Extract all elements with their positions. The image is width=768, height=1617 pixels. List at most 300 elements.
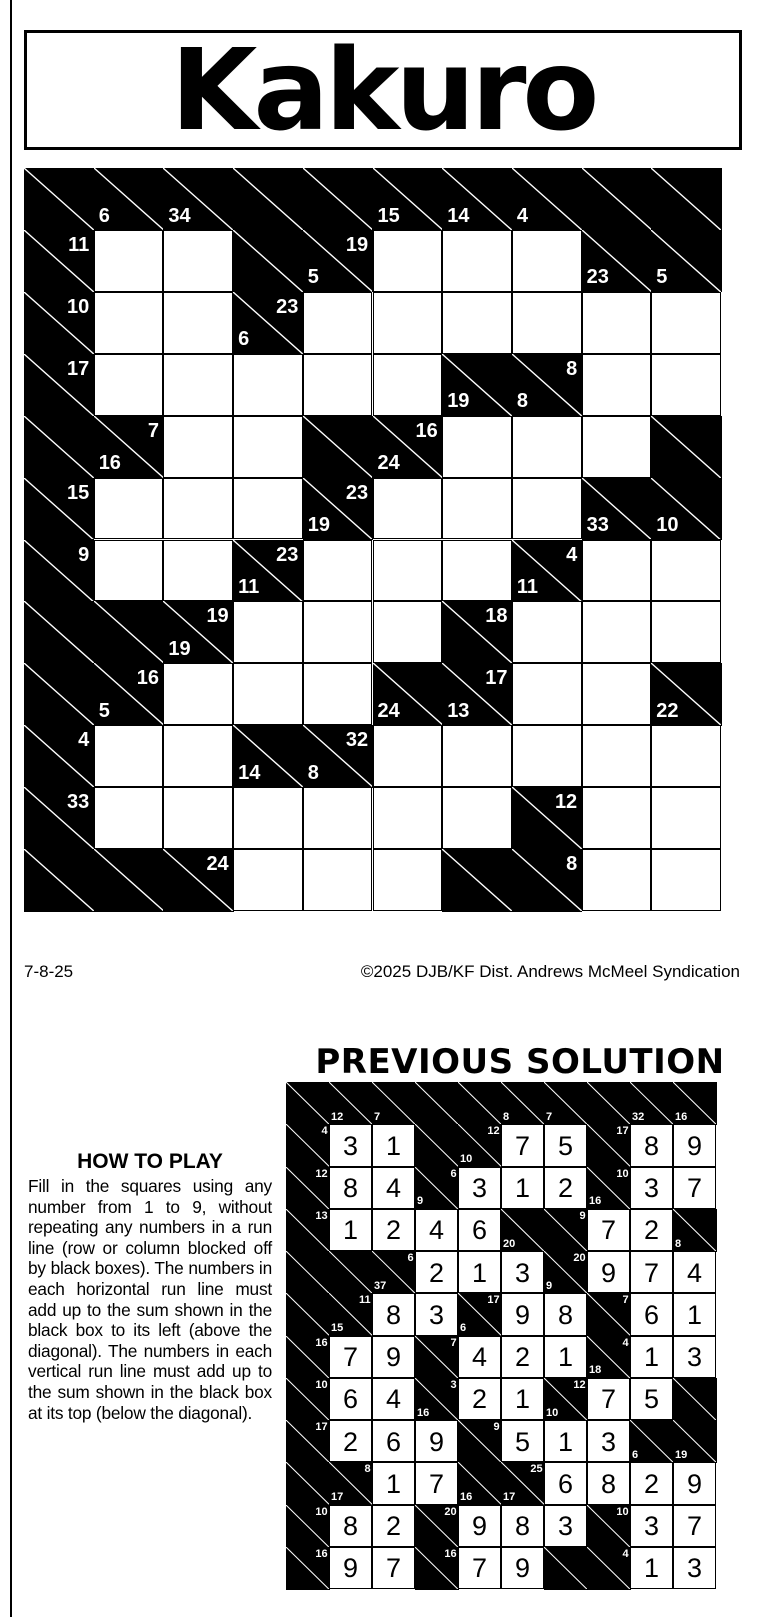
solution-cell (673, 1167, 716, 1209)
solution-cell (630, 1462, 673, 1504)
solution-digit: 2 (514, 1342, 531, 1373)
solution-cell (329, 1378, 372, 1420)
clue-cell (442, 168, 512, 231)
across-sum: 10 (616, 1505, 629, 1518)
clue-cell (544, 1547, 588, 1590)
down-sum: 4 (516, 204, 529, 227)
solution-cell (501, 1124, 544, 1166)
solution-cell (673, 1505, 716, 1547)
solution-cell (673, 1124, 716, 1166)
entry-cell (651, 354, 721, 416)
across-sum: 10 (315, 1505, 328, 1518)
clue-cell (651, 416, 721, 479)
clue-cell (442, 354, 512, 417)
down-sum: 8 (503, 1110, 510, 1123)
down-sum: 15 (331, 1322, 344, 1335)
down-sum: 13 (447, 699, 470, 722)
solution-cell (501, 1505, 544, 1547)
clue-cell (587, 1336, 631, 1379)
entry-cell (651, 787, 721, 849)
clue-cell (286, 1462, 330, 1505)
solution-digit: 9 (514, 1299, 531, 1330)
down-sum: 18 (589, 1364, 602, 1377)
across-sum: 17 (67, 357, 90, 380)
down-sum: 7 (374, 1110, 381, 1123)
entry-cell (233, 354, 303, 416)
solution-digit: 7 (385, 1553, 402, 1584)
clue-cell (286, 1336, 330, 1379)
solution-cell (458, 1209, 501, 1251)
entry-cell (373, 787, 443, 849)
down-sum: 5 (307, 266, 319, 289)
clue-cell (442, 601, 512, 664)
across-sum: 3 (450, 1378, 457, 1391)
entry-cell (582, 540, 652, 602)
solution-digit: 7 (600, 1384, 617, 1415)
diagonal-line (651, 416, 721, 478)
clue-cell (94, 663, 164, 726)
clue-cell (372, 1082, 416, 1125)
solution-digit: 7 (428, 1468, 445, 1499)
solution-cell (673, 1251, 716, 1293)
solution-cell (415, 1462, 458, 1504)
clue-cell (651, 168, 721, 231)
entry-cell (582, 725, 652, 787)
across-sum: 4 (321, 1125, 328, 1138)
down-sum: 11 (516, 576, 539, 599)
solution-cell (630, 1209, 673, 1251)
solution-digit: 9 (428, 1426, 445, 1457)
across-sum: 20 (444, 1505, 457, 1518)
across-sum: 17 (315, 1421, 328, 1433)
entry-cell (442, 416, 512, 478)
solution-cell (415, 1420, 458, 1462)
diagonal-line (651, 168, 721, 230)
copyright-line: ©2025 DJB/KF Dist. Andrews McMeel Syndication (360, 962, 740, 981)
solution-cell (630, 1251, 673, 1293)
entry-cell (163, 478, 233, 540)
across-sum: 12 (487, 1125, 500, 1138)
down-sum: 37 (374, 1279, 387, 1292)
diagonal-line (329, 1251, 372, 1293)
solution-digit: 1 (686, 1299, 703, 1330)
across-sum: 23 (276, 543, 299, 566)
solution-cell (415, 1293, 458, 1335)
puzzle-date: 7-8-25 (24, 962, 74, 981)
entry-cell (163, 663, 233, 725)
solution-digit: 1 (514, 1384, 531, 1415)
diagonal-line (24, 416, 94, 478)
across-sum: 33 (67, 791, 90, 814)
entry-cell (303, 354, 373, 416)
how-to-play-text: Fill in the squares using any number from 1 to 9, without repeating any numbers in a run line (row or column blocked off by black boxes). The numbers in each horizontal run line must add up to the sum shown in the black box to its left (above the diagonal). The numbers in each vertical run line must add up to the sum shown in the black box at its top (below the diagonal). (28, 1176, 272, 1423)
solution-cell (501, 1167, 544, 1209)
clue-cell (651, 663, 721, 726)
puzzle-title: Kakuro (170, 26, 596, 156)
across-sum: 12 (554, 791, 578, 814)
across-sum: 19 (206, 605, 229, 628)
clue-cell (415, 1378, 459, 1421)
clue-cell (373, 168, 443, 231)
down-sum: 19 (168, 637, 191, 660)
clue-cell (233, 292, 303, 355)
across-sum: 25 (530, 1463, 543, 1476)
entry-cell (582, 663, 652, 725)
clue-cell (544, 1082, 588, 1125)
clue-cell (501, 1082, 545, 1125)
entry-cell (512, 478, 582, 540)
down-sum: 16 (589, 1195, 602, 1208)
solution-digit: 9 (686, 1130, 703, 1161)
solution-digit: 8 (557, 1299, 574, 1330)
clue-cell (415, 1505, 459, 1548)
solution-digit: 3 (342, 1130, 359, 1161)
down-sum: 8 (307, 761, 319, 784)
down-sum: 5 (98, 699, 110, 722)
solution-cell (372, 1378, 415, 1420)
solution-digit: 4 (471, 1342, 488, 1373)
entry-cell (442, 787, 512, 849)
solution-cell (630, 1336, 673, 1378)
across-sum: 23 (276, 295, 299, 318)
down-sum: 23 (586, 266, 609, 289)
entry-cell (651, 601, 721, 663)
entry-cell (163, 230, 233, 292)
entry-cell (582, 292, 652, 354)
solution-cell (372, 1462, 415, 1504)
entry-cell (512, 725, 582, 787)
previous-solution-grid (286, 1082, 716, 1589)
solution-digit: 5 (514, 1426, 531, 1457)
entry-cell (94, 540, 164, 602)
down-sum: 5 (656, 266, 668, 289)
clue-cell (630, 1082, 674, 1125)
across-sum: 16 (444, 1547, 457, 1560)
entry-cell (442, 292, 512, 354)
solution-digit: 1 (514, 1173, 531, 1204)
clue-cell (373, 416, 443, 479)
solution-cell (630, 1167, 673, 1209)
clue-cell (286, 1209, 330, 1252)
clue-cell (458, 1420, 502, 1463)
previous-solution-title: PREVIOUS SOLUTION (315, 1042, 725, 1082)
solution-cell (501, 1378, 544, 1420)
clue-cell (286, 1251, 330, 1294)
solution-digit: 7 (471, 1553, 488, 1584)
down-sum: 16 (460, 1491, 473, 1504)
clue-cell (651, 478, 721, 541)
clue-cell (373, 663, 443, 726)
entry-cell (373, 354, 443, 416)
solution-cell (329, 1505, 372, 1547)
diagonal-line (415, 1124, 458, 1166)
column-divider-line (10, 0, 12, 1617)
across-sum: 17 (616, 1125, 629, 1138)
solution-digit: 8 (342, 1173, 359, 1204)
across-sum: 16 (315, 1336, 328, 1349)
diagonal-line (415, 1082, 458, 1124)
solution-digit: 4 (686, 1257, 703, 1288)
solution-digit: 5 (643, 1384, 660, 1415)
solution-cell (587, 1378, 630, 1420)
entry-cell (233, 663, 303, 725)
entry-cell (512, 416, 582, 478)
solution-digit: 6 (643, 1299, 660, 1330)
entry-cell (582, 787, 652, 849)
clue-cell (673, 1378, 717, 1421)
entry-cell (373, 725, 443, 787)
clue-cell (303, 725, 373, 788)
entry-cell (233, 478, 303, 540)
across-sum: 10 (67, 295, 90, 318)
clue-cell (582, 230, 652, 293)
solution-digit: 3 (643, 1173, 660, 1204)
entry-cell (512, 292, 582, 354)
solution-cell (372, 1209, 415, 1251)
diagonal-line (24, 168, 94, 230)
solution-cell (544, 1293, 587, 1335)
across-sum: 23 (345, 481, 369, 504)
across-sum: 8 (566, 357, 578, 380)
down-sum: 34 (168, 204, 191, 227)
across-sum: 15 (67, 481, 90, 504)
entry-cell (303, 849, 373, 911)
entry-cell (303, 601, 373, 663)
solution-cell (329, 1167, 372, 1209)
clue-cell (587, 1167, 631, 1210)
solution-cell (673, 1547, 716, 1589)
down-sum: 15 (377, 204, 400, 227)
diagonal-line (24, 849, 94, 911)
entry-cell (582, 849, 652, 911)
across-sum: 9 (493, 1421, 500, 1433)
down-sum: 16 (417, 1406, 430, 1419)
down-sum: 17 (503, 1491, 516, 1504)
solution-digit: 1 (643, 1342, 660, 1373)
clue-cell (587, 1505, 631, 1548)
solution-digit: 9 (471, 1511, 488, 1542)
clue-cell (501, 1209, 545, 1252)
clue-cell (24, 663, 94, 726)
clue-cell (458, 1082, 502, 1125)
down-sum: 16 (98, 452, 121, 475)
solution-digit: 8 (342, 1511, 359, 1542)
solution-cell (544, 1420, 587, 1462)
down-sum: 12 (331, 1110, 344, 1123)
across-sum: 4 (566, 543, 578, 566)
entry-cell (94, 354, 164, 416)
diagonal-line (286, 1082, 329, 1124)
solution-cell (329, 1124, 372, 1166)
clue-cell (415, 1167, 459, 1210)
diagonal-line (286, 1251, 329, 1293)
solution-cell (458, 1547, 501, 1589)
solution-digit: 9 (342, 1553, 359, 1584)
entry-cell (94, 292, 164, 354)
clue-cell (286, 1082, 330, 1125)
clue-cell (286, 1124, 330, 1167)
clue-cell (286, 1293, 330, 1336)
diagonal-line (582, 168, 652, 230)
across-sum: 13 (315, 1209, 328, 1222)
solution-digit: 6 (557, 1468, 574, 1499)
down-sum: 9 (417, 1195, 424, 1208)
across-sum: 6 (450, 1167, 457, 1180)
across-sum: 16 (315, 1547, 328, 1560)
solution-digit: 9 (385, 1342, 402, 1373)
solution-cell (544, 1336, 587, 1378)
down-sum: 6 (632, 1448, 639, 1461)
solution-cell (630, 1124, 673, 1166)
clue-cell (303, 416, 373, 479)
entry-cell (373, 478, 443, 540)
solution-digit: 1 (385, 1130, 402, 1161)
entry-cell (233, 416, 303, 478)
solution-digit: 9 (686, 1468, 703, 1499)
solution-digit: 8 (514, 1511, 531, 1542)
entry-cell (163, 787, 233, 849)
clue-cell (673, 1209, 717, 1252)
down-sum: 14 (238, 761, 261, 784)
diagonal-line (233, 230, 303, 292)
solution-cell (501, 1293, 544, 1335)
solution-digit: 1 (643, 1553, 660, 1584)
down-sum: 17 (331, 1491, 344, 1504)
across-sum: 18 (485, 605, 508, 628)
down-sum: 20 (503, 1237, 516, 1250)
clue-cell (587, 1124, 631, 1167)
clue-cell (24, 354, 94, 417)
solution-cell (458, 1336, 501, 1378)
down-sum: 10 (546, 1406, 559, 1419)
down-sum: 11 (238, 576, 260, 599)
solution-digit: 3 (686, 1553, 703, 1584)
solution-cell (372, 1420, 415, 1462)
solution-digit: 6 (385, 1426, 402, 1457)
solution-digit: 6 (342, 1384, 359, 1415)
across-sum: 10 (616, 1167, 629, 1180)
diagonal-line (94, 601, 164, 663)
clue-cell (94, 849, 164, 912)
solution-digit: 4 (385, 1173, 402, 1204)
clue-cell (582, 478, 652, 541)
solution-digit: 5 (557, 1130, 574, 1161)
entry-cell (233, 601, 303, 663)
diagonal-line (587, 1082, 630, 1124)
clue-cell (587, 1082, 631, 1125)
solution-digit: 9 (514, 1553, 531, 1584)
entry-cell (442, 540, 512, 602)
across-sum: 9 (78, 543, 90, 566)
solution-digit: 8 (385, 1299, 402, 1330)
entry-cell (163, 725, 233, 787)
across-sum: 7 (147, 419, 159, 442)
solution-cell (544, 1124, 587, 1166)
diagonal-line (24, 601, 94, 663)
solution-digit: 2 (385, 1215, 402, 1246)
solution-digit: 3 (428, 1299, 445, 1330)
solution-digit: 4 (428, 1215, 445, 1246)
across-sum: 8 (566, 853, 578, 876)
clue-cell (233, 230, 303, 293)
clue-cell (286, 1167, 330, 1210)
entry-cell (94, 478, 164, 540)
solution-cell (544, 1505, 587, 1547)
clue-cell (512, 354, 582, 417)
solution-cell (501, 1547, 544, 1589)
down-sum: 32 (632, 1110, 645, 1123)
diagonal-line (303, 168, 373, 230)
clue-cell (415, 1082, 459, 1125)
down-sum: 6 (98, 204, 110, 227)
clue-cell (372, 1251, 416, 1294)
solution-cell (673, 1462, 716, 1504)
clue-cell (512, 787, 582, 850)
solution-cell (587, 1462, 630, 1504)
diagonal-line (286, 1293, 329, 1335)
clue-cell (24, 416, 94, 479)
solution-cell (415, 1209, 458, 1251)
clue-cell (458, 1293, 502, 1336)
entry-cell (651, 292, 721, 354)
title-box (24, 26, 742, 156)
solution-cell (673, 1336, 716, 1378)
solution-digit: 3 (514, 1257, 531, 1288)
diagonal-line (303, 416, 373, 478)
solution-cell (501, 1336, 544, 1378)
solution-digit: 1 (385, 1468, 402, 1499)
solution-digit: 2 (342, 1426, 359, 1457)
clue-cell (512, 168, 582, 231)
clue-cell (630, 1420, 674, 1463)
solution-cell (587, 1251, 630, 1293)
across-sum: 17 (485, 667, 508, 690)
clue-cell (501, 1462, 545, 1505)
down-sum: 19 (675, 1448, 688, 1461)
clue-cell (303, 478, 373, 541)
solution-digit: 3 (557, 1511, 574, 1542)
diagonal-line (458, 1082, 501, 1124)
across-sum: 16 (136, 667, 159, 690)
entry-cell (582, 601, 652, 663)
entry-cell (94, 230, 164, 292)
solution-cell (501, 1251, 544, 1293)
clue-cell (94, 416, 164, 479)
clue-cell (673, 1420, 717, 1463)
solution-cell (630, 1505, 673, 1547)
solution-cell (544, 1167, 587, 1209)
across-sum: 6 (407, 1252, 414, 1264)
solution-digit: 7 (686, 1173, 703, 1204)
solution-cell (372, 1547, 415, 1589)
solution-cell (544, 1462, 587, 1504)
solution-cell (372, 1167, 415, 1209)
solution-digit: 9 (600, 1257, 617, 1288)
across-sum: 19 (345, 233, 369, 256)
down-sum: 16 (675, 1110, 688, 1123)
entry-cell (233, 849, 303, 911)
clue-cell (651, 230, 721, 293)
solution-digit: 1 (471, 1257, 488, 1288)
across-sum: 12 (315, 1167, 328, 1180)
solution-digit: 1 (557, 1342, 574, 1373)
down-sum: 8 (675, 1237, 682, 1250)
clue-cell (24, 230, 94, 293)
solution-cell (329, 1420, 372, 1462)
solution-cell (630, 1293, 673, 1335)
solution-digit: 3 (600, 1426, 617, 1457)
solution-cell (458, 1378, 501, 1420)
